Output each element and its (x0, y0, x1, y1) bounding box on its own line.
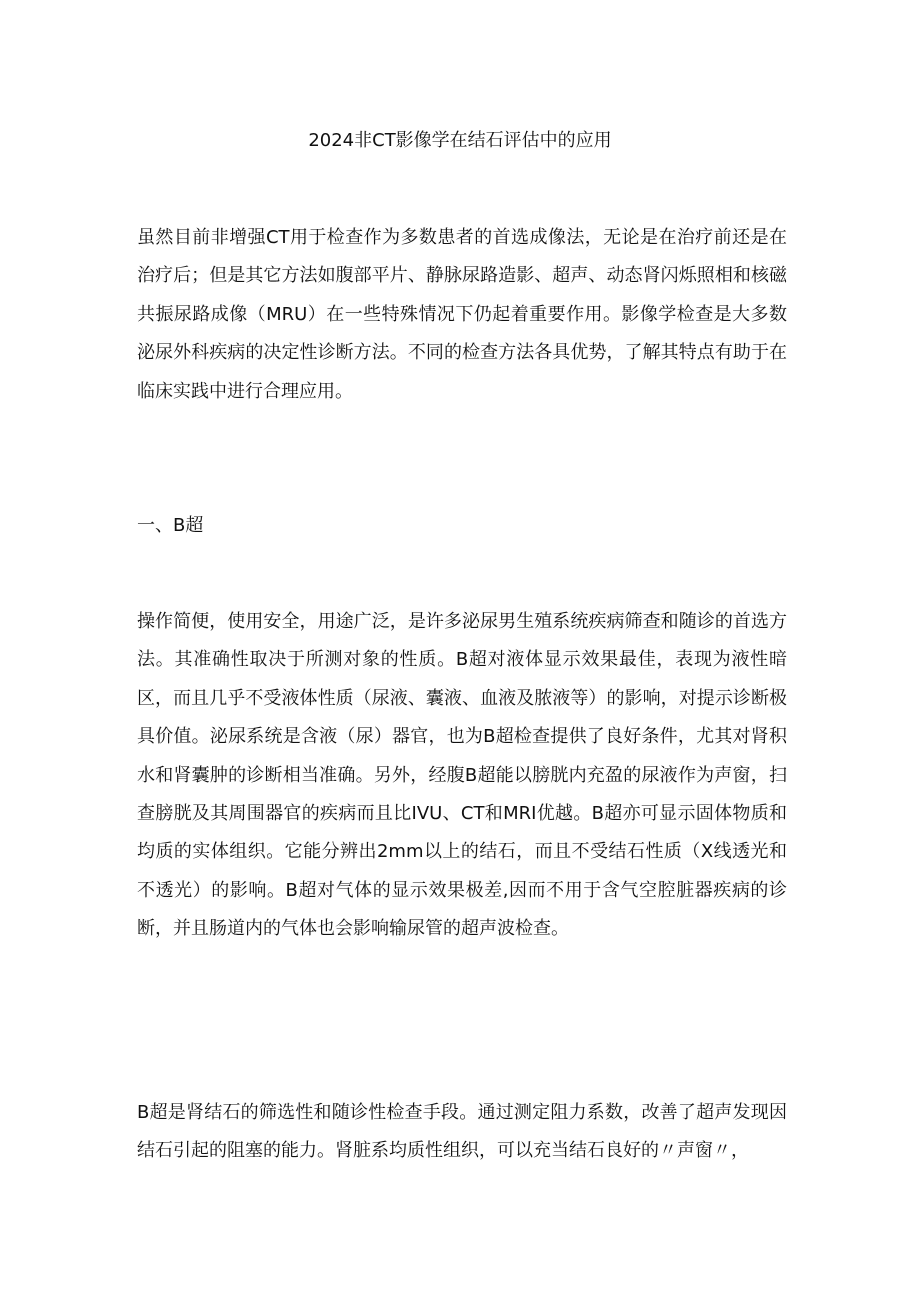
section-paragraph-1: 操作简便，使用安全，用途广泛，是许多泌尿男生殖系统疾病筛查和随诊的首选方法。其准确性取决于所测对象的性质。B超对液体显示效果最佳，表现为液性暗区，而且几乎不受液体性质（尿液、囊液、血液及脓液等）的影响，对提示诊断极具价值。泌尿系统是含液（尿）器官，也为B超检查提供了良好条件，尤其对肾积水和肾囊肿的诊断相当准确。另外，经腹B超能以膀胱内充盈的尿液作为声窗，扫查膀胱及其周围器官的疾病而且比IVU、CT和MRI优越。B超亦可显示固体物质和均质的实体组织。它能分辨出2mm以上的结石，而且不受结石性质（X线透光和不透光）的影响。B超对气体的显示效果极差,因而不用于含气空腔脏器疾病的诊断，并且肠道内的气体也会影响输尿管的超声波检查。 (137, 611, 787, 940)
document-title: 2024非CT影像学在结石评估中的应用 (308, 130, 612, 151)
intro-paragraph: 虽然目前非增强CT用于检查作为多数患者的首选成像法，无论是在治疗前还是在治疗后；但是其它方法如腹部平片、静脉尿路造影、超声、动态肾闪烁照相和核磁共振尿路成像（MRU）在一些特殊情况下仍起着重要作用。影像学检查是大多数泌尿外科疾病的决定性诊断方法。不同的检查方法各具优势，了解其特点有助于在临床实践中进行合理应用。 (137, 227, 787, 402)
section-paragraph-2: B超是肾结石的筛选性和随诊性检查手段。通过测定阻力系数，改善了超声发现因结石引起的阻塞的能力。肾脏系均质性组织，可以充当结石良好的〃声窗〃， (137, 1102, 787, 1162)
section-heading-b-ultrasound: 一、B超 (137, 515, 204, 536)
